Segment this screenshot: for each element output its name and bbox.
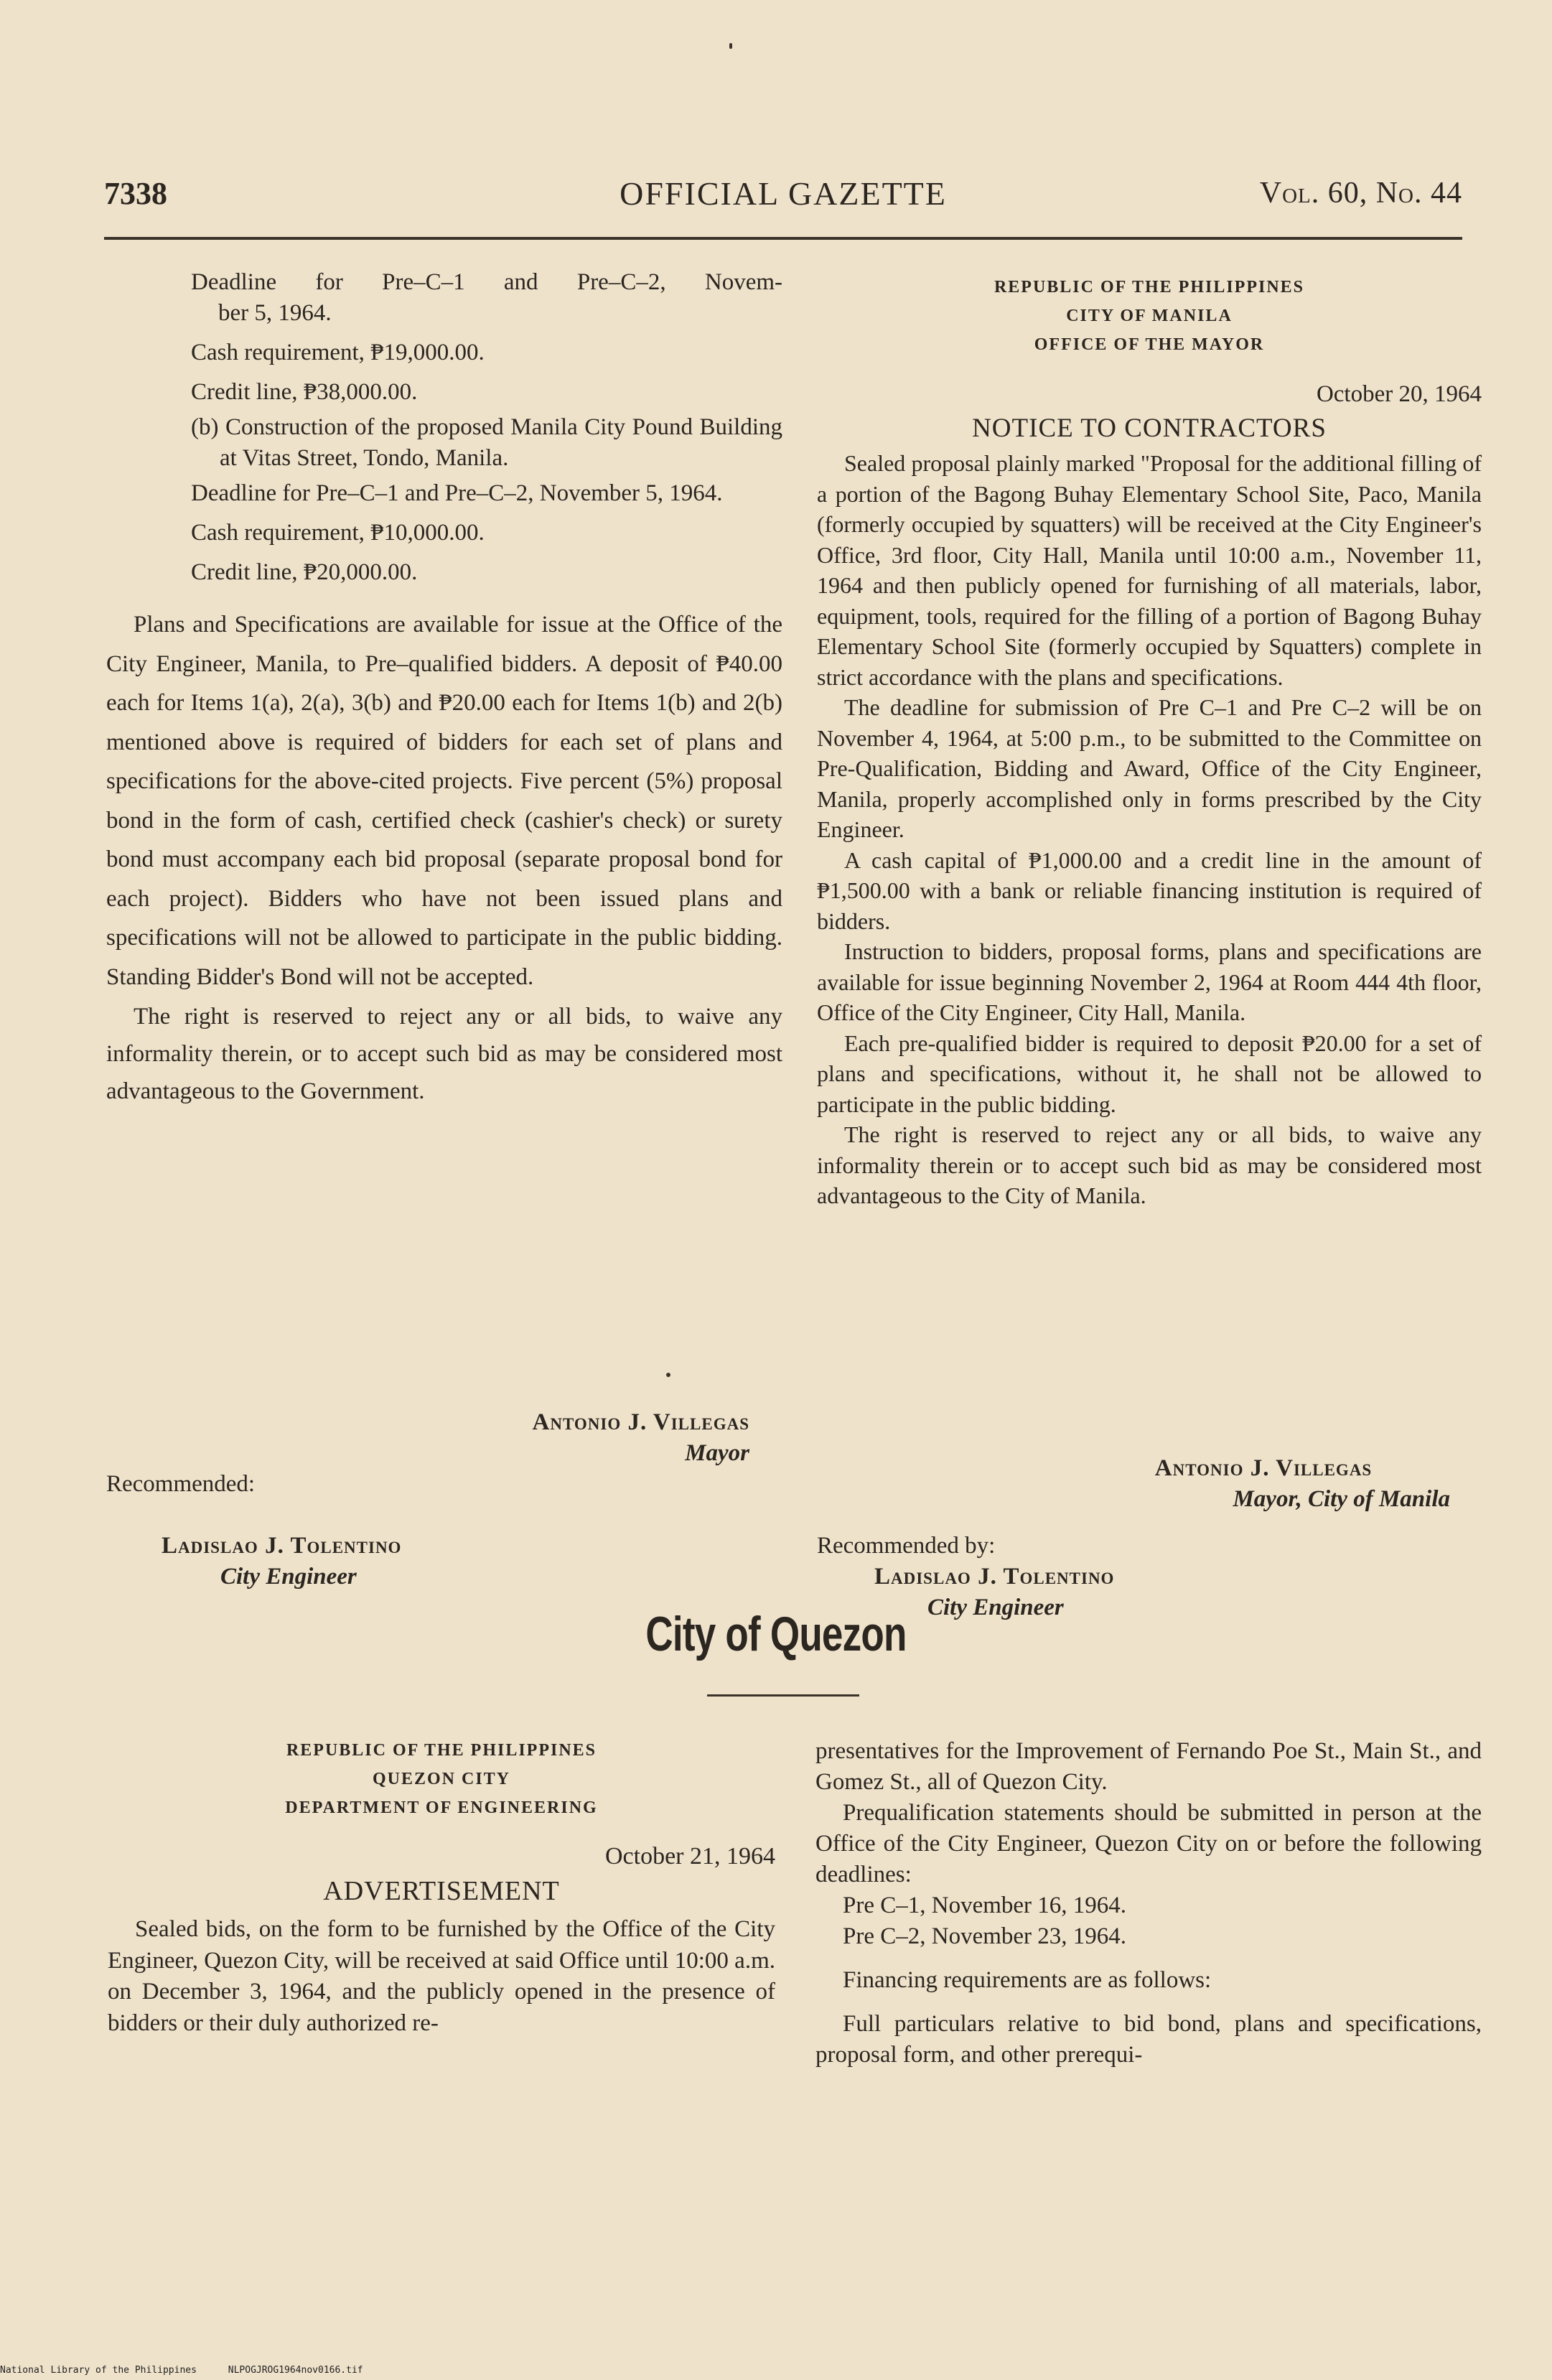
page-header [104, 175, 1462, 221]
footer-file: NLPOGJROG1964nov0166.tif [228, 2365, 363, 2376]
section-rule [707, 1694, 859, 1697]
volume-info: Vol. 60, No. 44 [1259, 177, 1462, 210]
org-line-1: REPUBLIC OF THE PHILIPPINES [994, 278, 1305, 297]
item-b: (b) Construction of the proposed Manila City Pound Building at Vitas Street, Tondo, Manila. [191, 414, 782, 471]
signer-title: Mayor [685, 1440, 749, 1466]
notice-engineer-title: City Engineer [927, 1595, 1064, 1620]
credit-line-a: Credit line, ₱38,000.00. [191, 379, 418, 405]
org-line-2: CITY OF MANILA [1066, 307, 1233, 325]
item-a-details [106, 267, 782, 408]
notice-para-3: A cash capital of ₱1,000.00 and a credit line in the amount of ₱1,500.00 with a bank or reliable financing institution is required of bidders. [817, 846, 1482, 934]
notice-signer-name: Antonio J. Villegas [1154, 1455, 1373, 1481]
signer-name: Antonio J. Villegas [532, 1409, 749, 1435]
item-b-details [106, 478, 782, 588]
qc-heading: ADVERTISEMENT [323, 1876, 560, 1906]
notice-heading: NOTICE TO CONTRACTORS [972, 414, 1327, 443]
notice-para-4: Instruction to bidders, proposal forms, plans and specifications are available for issue beginning November 2, 1964 at Room 444 4th floor, Office of the City Engineer, City Hall, Manila. [817, 938, 1482, 1025]
left-column-top [106, 267, 782, 1110]
scan-footer [0, 2365, 389, 2376]
plans-paragraph: Plans and Specifications are available for issue at the Office of the City Engineer, Manila, to Pre–qualified bidders. A deposit of ₱40.00 each for Items 1(a), 2(a), 3(b) and ₱20.00 each for Items 1(b) and 2(b) mentioned above is required of bidders for each set of plans and specifications for the above-cited projects. Five percent (5%) proposal bond in the form of cash, certified check (cashier's check) or surety bond must accompany each bid proposal (separate proposal bond for each project). Bidders who have not been issued plans and specifications will not be allowed to participate in the public bidding. Standing Bidder's Bond will not be accepted. [106, 612, 782, 990]
cash-requirement-b: Cash requirement, ₱10,000.00. [191, 520, 485, 546]
notice-date: October 20, 1964 [1316, 381, 1482, 407]
right-column-bottom [815, 1736, 1482, 2071]
header-rule [104, 237, 1462, 240]
right-column-top [817, 273, 1482, 1211]
qc-pre-c2: Pre C–2, November 23, 1964. [843, 1923, 1127, 1949]
deadline-a-line1: Deadline for Pre–C–1 and Pre–C–2, Novem- [191, 269, 782, 295]
stray-mark-top [729, 43, 732, 49]
credit-line-b: Credit line, ₱20,000.00. [191, 559, 418, 585]
notice-para-6: The right is reserved to reject any or all bids, to waive any informality therein or to accept such bid as may be considered most advantageous to the City of Manila. [817, 1121, 1482, 1208]
qc-date: October 21, 1964 [604, 1843, 775, 1870]
engineer-title: City Engineer [220, 1564, 357, 1590]
qc-financing: Financing requirements are as follows: [843, 1967, 1212, 1993]
notice-para-2: The deadline for submission of Pre C–1 and Pre C–2 will be on November 4, 1964, at 5:00 p.m., to be submitted to the Committee on Pre-Qualification, Bidding and Award, Office of the City Engineer, Manila, properly accomplished only in forms prescribed by the City Engineer. [817, 694, 1482, 842]
footer-library: National Library of the Philippines [0, 2365, 197, 2376]
qc-particulars: Full particulars relative to bid bond, plans and specifications, proposal form, and other prerequi- [815, 2011, 1482, 2068]
notice-body [817, 448, 1482, 1211]
notice-para-5: Each pre-qualified bidder is required to deposit ₱20.00 for a set of plans and specifications, without it, he shall not be allowed to participate in the public bidding. [817, 1030, 1482, 1117]
org-line-3: OFFICE OF THE MAYOR [1034, 335, 1265, 354]
cash-requirement-a: Cash requirement, ₱19,000.00. [191, 340, 485, 365]
qc-cont-para: presentatives for the Improvement of Fernando Poe St., Main St., and Gomez St., all of Quezon City. [815, 1738, 1482, 1795]
qc-org-line-3: DEPARTMENT OF ENGINEERING [285, 1798, 598, 1817]
stray-mark [666, 1373, 670, 1377]
publication-title: OFFICIAL GAZETTE [620, 175, 947, 212]
notice-signer-title: Mayor, City of Manila [1233, 1486, 1450, 1512]
qc-org-line-2: QUEZON CITY [372, 1770, 511, 1788]
reservation-paragraph: The right is reserved to reject any or all bids, to waive any informality therein, or to accept such bid as may be considered most advantageous to the Government. [106, 1004, 782, 1104]
deadline-b: Deadline for Pre–C–1 and Pre–C–2, November 5, 1964. [191, 480, 723, 506]
qc-pre-c1: Pre C–1, November 16, 1964. [843, 1893, 1127, 1918]
qc-org-line-1: REPUBLIC OF THE PHILIPPINES [286, 1741, 597, 1760]
qc-prequal-para: Prequalification statements should be submitted in person at the Office of the City Engineer, Quezon City on or before the following deadlines: [815, 1800, 1482, 1887]
recommended-label: Recommended: [106, 1471, 256, 1497]
section-heading-city-of-quezon: City of Quezon [645, 1607, 907, 1661]
notice-recommended-label: Recommended by: [817, 1533, 996, 1559]
qc-para-1: Sealed bids, on the form to be furnished by the Office of the City Engineer, Quezon City, will be received at said Office until 10:00 a.m. on December 3, 1964, and the publicly opened in the presence of bidders or their duly authorized re- [108, 1916, 775, 2036]
notice-para-1: Sealed proposal plainly marked "Proposal for the additional filling of a portion of the Bagong Buhay Elementary School Site, Paco, Manila (formerly occupied by squatters) will be received at the City Engineer's Office, 3rd floor, City Hall, Manila until 10:00 a.m., November 11, 1964 and then publicly opened for furnishing of all materials, labor, equipment, tools, required for the filling of a portion of Bagong Buhay Elementary School Site (formerly occupied by Squatters) complete in strict accordance with the plans and specifications. [817, 450, 1482, 690]
page-number: 7338 [104, 176, 167, 211]
deadline-a-line2: ber 5, 1964. [218, 300, 332, 326]
notice-engineer-name: Ladislao J. Tolentino [874, 1564, 1115, 1590]
left-column-bottom [108, 1736, 775, 2039]
engineer-name: Ladislao J. Tolentino [162, 1533, 402, 1559]
